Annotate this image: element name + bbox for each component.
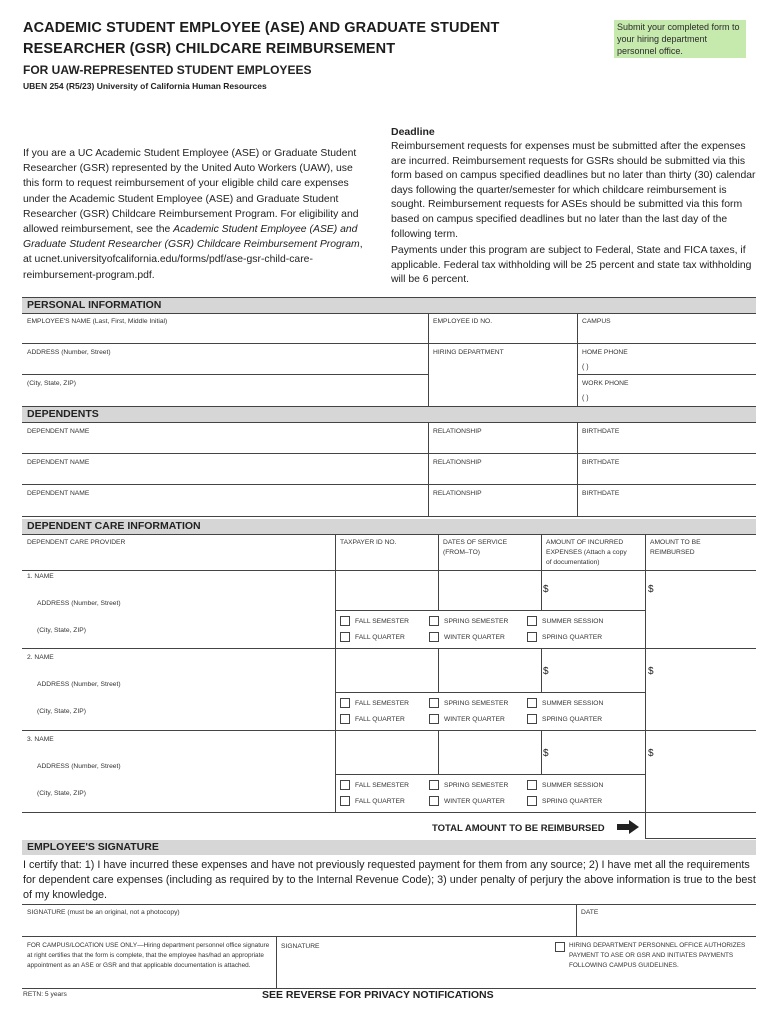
dependent-birthdate-field[interactable]: BIRTHDATE [582, 490, 620, 497]
divider [22, 904, 756, 905]
work-phone-area: ( ) [582, 395, 589, 402]
intro-plain: If you are a UC Academic Student Employee (ASE) or Graduate Student Researcher (GSR) represented by the United Auto Workers (UAW), use this form to request reimbursement of your eligible child care expenses under the Academic Student Employee (ASE) and Graduate Student Researcher (GSR) Childcare Reimbursement Program. For eligibility and allowed reimbursement, see the [23, 148, 359, 236]
spring-quarter-label: SPRING QUARTER [542, 798, 603, 805]
reimbursed-dollar[interactable]: $ [648, 748, 654, 759]
form-title-line1: ACADEMIC STUDENT EMPLOYEE (ASE) AND GRADUATE STUDENT [23, 20, 500, 36]
form-title-line2: RESEARCHER (GSR) CHILDCARE REIMBURSEMENT [23, 41, 396, 57]
home-phone-area: ( ) [582, 364, 589, 371]
winter-quarter-label: WINTER QUARTER [444, 634, 505, 641]
divider [22, 812, 756, 813]
spring-quarter-checkbox[interactable] [527, 796, 537, 806]
divider [577, 422, 578, 516]
provider-city-field[interactable]: (City, State, ZIP) [37, 790, 86, 797]
total-label: TOTAL AMOUNT TO BE REIMBURSED [432, 823, 605, 834]
arrow-right-icon [617, 820, 639, 834]
incurred-dollar[interactable]: $ [543, 666, 549, 677]
fall-semester-checkbox[interactable] [340, 698, 350, 708]
divider [428, 313, 429, 406]
employee-name-field[interactable]: EMPLOYEE'S NAME (Last, First, Middle Initial) [27, 318, 168, 325]
home-phone-field[interactable]: HOME PHONE [582, 349, 628, 356]
spring-semester-checkbox[interactable] [429, 780, 439, 790]
divider [335, 774, 645, 775]
fall-quarter-label: FALL QUARTER [355, 716, 405, 723]
personal-info-heading: PERSONAL INFORMATION [22, 298, 756, 313]
form-subtitle: FOR UAW-REPRESENTED STUDENT EMPLOYEES [23, 63, 312, 77]
divider [576, 904, 577, 936]
col-amount-2: EXPENSES (Attach a copy [546, 549, 627, 556]
col-dates-2: (FROM–TO) [443, 549, 481, 556]
col-reimbursed-1: AMOUNT TO BE [650, 539, 701, 546]
certification-text: I certify that: 1) I have incurred these expenses and have not previously requested payment for them from any source; 2) I have met all the requirements for dependent care expenses (including as required by to the Internal Revenue Code); 3) under penalty of perjury the above information is true to the best of my knowledge. [23, 859, 756, 901]
spring-semester-label: SPRING SEMESTER [444, 618, 509, 625]
spring-quarter-checkbox[interactable] [527, 714, 537, 724]
divider [22, 648, 756, 649]
provider-address-field[interactable]: ADDRESS (Number, Street) [37, 763, 121, 770]
divider [335, 534, 336, 570]
fall-semester-label: FALL SEMESTER [355, 700, 410, 707]
campus-field[interactable]: CAMPUS [582, 318, 611, 325]
divider [335, 692, 645, 693]
form-id: UBEN 254 (R5/23) University of California Human Resources [23, 81, 267, 91]
employee-id-field[interactable]: EMPLOYEE ID NO. [433, 318, 493, 325]
dependent-birthdate-field[interactable]: BIRTHDATE [582, 428, 620, 435]
summer-session-label: SUMMER SESSION [542, 700, 604, 707]
fall-quarter-checkbox[interactable] [340, 632, 350, 642]
retention-note: RETN: 5 years [23, 991, 67, 998]
col-amount-3: of documentation) [546, 559, 600, 566]
summer-session-checkbox[interactable] [527, 698, 537, 708]
divider [541, 730, 542, 774]
signature-heading: EMPLOYEE'S SIGNATURE [22, 840, 756, 855]
personnel-signature-field[interactable]: SIGNATURE [281, 943, 320, 950]
dependent-relationship-field[interactable]: RELATIONSHIP [433, 490, 482, 497]
provider-name-field[interactable]: 3. NAME [27, 736, 54, 743]
spring-quarter-label: SPRING QUARTER [542, 634, 603, 641]
spring-semester-checkbox[interactable] [429, 698, 439, 708]
signature-field[interactable]: SIGNATURE (must be an original, not a photocopy) [27, 909, 180, 916]
divider [335, 570, 336, 648]
dependent-name-field[interactable]: DEPENDENT NAME [27, 490, 90, 497]
divider [438, 570, 439, 610]
divider [22, 936, 756, 937]
provider-address-field[interactable]: ADDRESS (Number, Street) [37, 681, 121, 688]
divider [438, 648, 439, 692]
winter-quarter-label: WINTER QUARTER [444, 716, 505, 723]
divider [22, 516, 756, 517]
provider-city-field[interactable]: (City, State, ZIP) [37, 708, 86, 715]
deadline-para1: Reimbursement requests for expenses must be submitted after the expenses are incurred. Reimbursement requests for GSRs should be submitted via this form based on campus specified deadlines but no later than thirty (30) calendar days following the quarter/semester for which childcare reimbursement is sought. Reimbursement requests for ASEs should be submitted via this form based on campus specified deadlines but no later than the last day of the following term. [391, 141, 756, 240]
winter-quarter-checkbox[interactable] [429, 632, 439, 642]
intro-text [23, 146, 368, 283]
address-field[interactable]: ADDRESS (Number, Street) [27, 349, 111, 356]
summer-session-checkbox[interactable] [527, 616, 537, 626]
hiring-department-field[interactable]: HIRING DEPARTMENT [433, 349, 504, 356]
winter-quarter-checkbox[interactable] [429, 714, 439, 724]
divider [335, 610, 645, 611]
divider [541, 648, 542, 692]
summer-session-checkbox[interactable] [527, 780, 537, 790]
fall-quarter-checkbox[interactable] [340, 714, 350, 724]
authorize-payment-checkbox[interactable] [555, 942, 565, 952]
fall-quarter-label: FALL QUARTER [355, 634, 405, 641]
divider [276, 936, 277, 988]
dependents-heading: DEPENDENTS [22, 407, 756, 422]
col-dates-1: DATES OF SERVICE [443, 539, 508, 546]
fall-semester-checkbox[interactable] [340, 780, 350, 790]
divider [438, 730, 439, 774]
fall-quarter-label: FALL QUARTER [355, 798, 405, 805]
deadline-para2: Payments under this program are subject to Federal, State and FICA taxes, if applicable. Federal tax withholding will be 25 percent and state tax withholding will be 6 percent. [391, 245, 752, 286]
summer-session-label: SUMMER SESSION [542, 782, 604, 789]
reimbursed-dollar[interactable]: $ [648, 584, 654, 595]
summer-session-label: SUMMER SESSION [542, 618, 604, 625]
divider [428, 422, 429, 516]
provider-name-field[interactable]: 2. NAME [27, 654, 54, 661]
city-state-zip-field[interactable]: (City, State, ZIP) [27, 380, 76, 387]
incurred-dollar[interactable]: $ [543, 748, 549, 759]
program-name: Academic Student Employee (ASE) and Graduate Student Researcher (GSR) Childcare Reimbursement Program [23, 224, 360, 251]
divider [541, 534, 542, 570]
dependent-birthdate-field[interactable]: BIRTHDATE [582, 459, 620, 466]
winter-quarter-checkbox[interactable] [429, 796, 439, 806]
spring-quarter-label: SPRING QUARTER [542, 716, 603, 723]
fall-quarter-checkbox[interactable] [340, 796, 350, 806]
fall-semester-label: FALL SEMESTER [355, 782, 410, 789]
fall-semester-label: FALL SEMESTER [355, 618, 410, 625]
deadline-title: Deadline [391, 126, 435, 138]
submit-note: Submit your completed form to your hiring department personnel office. [614, 20, 746, 58]
incurred-dollar[interactable]: $ [543, 584, 549, 595]
winter-quarter-label: WINTER QUARTER [444, 798, 505, 805]
divider [22, 422, 756, 423]
col-taxpayer-id: TAXPAYER ID NO. [340, 539, 397, 546]
dependent-name-field[interactable]: DEPENDENT NAME [27, 428, 90, 435]
divider [22, 313, 756, 314]
spring-semester-label: SPRING SEMESTER [444, 700, 509, 707]
divider [22, 374, 428, 375]
divider [577, 374, 756, 375]
reimbursed-dollar[interactable]: $ [648, 666, 654, 677]
spring-semester-label: SPRING SEMESTER [444, 782, 509, 789]
divider [645, 534, 646, 838]
col-reimbursed-2: REIMBURSED [650, 549, 695, 556]
dependent-relationship-field[interactable]: RELATIONSHIP [433, 428, 482, 435]
divider [22, 730, 756, 731]
dependent-name-field[interactable]: DEPENDENT NAME [27, 459, 90, 466]
campus-use-text: FOR CAMPUS/LOCATION USE ONLY—Hiring department personnel office signature at right certifies that the form is complete, that the employee has/had an appropriate appointment as an ASE or GSR and that applicable documentation is attached. [27, 942, 270, 969]
divider [577, 313, 578, 406]
divider [645, 838, 756, 839]
program-url[interactable]: , at ucnet.universityofcalifornia.edu/forms/pdf/ase-gsr-child-care-reimbursement-program.pdf. [23, 239, 363, 281]
work-phone-field[interactable]: WORK PHONE [582, 380, 629, 387]
col-amount-1: AMOUNT OF INCURRED [546, 539, 624, 546]
divider [438, 534, 439, 570]
divider [335, 730, 336, 812]
fall-semester-checkbox[interactable] [340, 616, 350, 626]
spring-quarter-checkbox[interactable] [527, 632, 537, 642]
provider-name-field[interactable]: 1. NAME [27, 573, 54, 580]
divider [335, 648, 336, 730]
col-provider: DEPENDENT CARE PROVIDER [27, 539, 126, 546]
dependent-relationship-field[interactable]: RELATIONSHIP [433, 459, 482, 466]
date-field[interactable]: DATE [581, 909, 599, 916]
divider [22, 343, 756, 344]
hiring-note: HIRING DEPARTMENT PERSONNEL OFFICE AUTHORIZES PAYMENT TO ASE OR GSR AND INITIATES PAYMENTS FOLLOWING CAMPUS GUIDELINES. [569, 942, 746, 969]
divider [22, 453, 756, 454]
divider [541, 570, 542, 610]
spring-semester-checkbox[interactable] [429, 616, 439, 626]
divider [22, 484, 756, 485]
divider [22, 570, 756, 571]
privacy-footer: SEE REVERSE FOR PRIVACY NOTIFICATIONS [262, 989, 494, 1001]
provider-address-field[interactable]: ADDRESS (Number, Street) [37, 600, 121, 607]
provider-city-field[interactable]: (City, State, ZIP) [37, 627, 86, 634]
care-info-heading: DEPENDENT CARE INFORMATION [22, 519, 756, 534]
